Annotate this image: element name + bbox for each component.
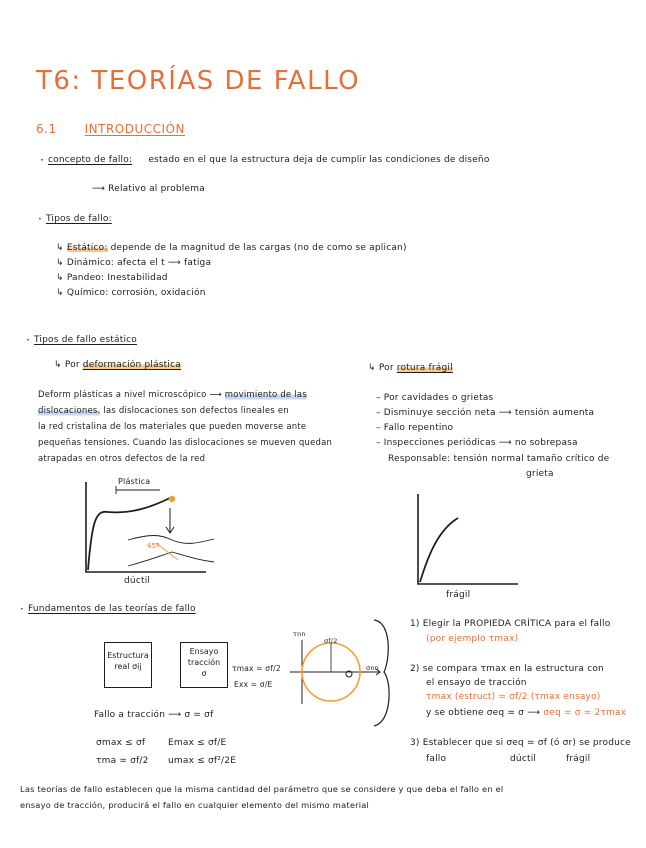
box-ensayo-l2: tracción — [187, 658, 221, 667]
arrow-icon: ⟶ — [498, 438, 512, 448]
arrow-icon: ⟶ — [527, 708, 541, 718]
mohr-tau-label: τnn — [293, 630, 306, 638]
step-number: 1) — [410, 619, 420, 629]
plastica-graph-label: Plástica — [118, 477, 151, 486]
step-3-fragil: frágil — [566, 754, 591, 764]
bar-top-edge — [128, 536, 214, 544]
step-eq-highlight: σeq = σ = 2τmax — [543, 708, 627, 718]
ductile-axes — [86, 482, 206, 572]
step-text: Elegir la PROPIEDA CRÍTICA para el fallo — [422, 619, 611, 629]
step-1-sub: (por ejemplo τmax) — [426, 634, 519, 644]
box-estructura-l1: Estructura — [107, 651, 149, 660]
conclusion-line-1: Las teorías de fallo establecen que la misma cantidad del parámetro que se considere y que deba el fallo en el — [20, 784, 504, 794]
fragil-text: Inspecciones periódicas — [383, 438, 496, 448]
ineq-1a: σmax ≤ σf — [96, 738, 146, 748]
arrow-icon: ⟶ — [167, 258, 181, 268]
branch-icon: ↳ — [56, 243, 64, 253]
fragil-xlabel: frágil — [446, 590, 471, 600]
plastica-hl-text: movimiento de las — [224, 390, 307, 400]
fallo-traccion-line — [94, 710, 213, 720]
exx-eq: Exx = σ/E — [234, 680, 273, 689]
step-text: Establecer que si σeq = σf (ó σr) se produce — [422, 738, 631, 748]
fundamentos-label: · Fundamentos de las teorías de fallo — [28, 604, 196, 614]
step-2-eq2 — [426, 708, 626, 718]
fragil-text: tensión aumenta — [514, 408, 595, 418]
fragil-text: no sobrepasa — [514, 438, 578, 448]
tipo-name: Químico: — [66, 288, 109, 298]
step-3-ductil: dúctil — [510, 754, 537, 764]
tmax-eq: τmax = σf/2 — [232, 664, 281, 673]
brace-icon — [374, 620, 389, 726]
step-text: se compara τmax en la estructura con — [422, 664, 604, 674]
fragil-text: Fallo repentino — [383, 423, 454, 433]
ductil-xlabel: dúctil — [124, 576, 151, 586]
branch-icon: ↳ — [56, 258, 64, 268]
tipos-label: · Tipos de fallo: — [46, 214, 112, 224]
arrow-icon: ⟶ — [498, 408, 512, 418]
step-2-l2: el ensayo de tracción — [426, 678, 527, 688]
plastica-text: las dislocaciones son defectos lineales en — [103, 406, 289, 416]
tipo-name: Estático: — [66, 243, 108, 253]
fragil-item-2: – Disminuye sección neta ⟶ tensión aumenta — [376, 408, 595, 418]
arrow-icon: ⟶ — [168, 710, 182, 720]
section-name: INTRODUCCIÓN — [84, 122, 185, 136]
step-2-eq: τmax (estruct) = σf/2 (τmax ensayo) — [426, 692, 601, 702]
branch-icon: ↳ — [56, 288, 64, 298]
fragil-item-1: – Por cavidades o grietas — [376, 393, 494, 403]
fragile-curve — [420, 518, 458, 582]
conclusion-line-2: ensayo de tracción, producirá el fallo en cualquier elemento del mismo material — [20, 800, 370, 810]
plastica-line-4: pequeñas tensiones. Cuando las dislocaciones se mueven quedan — [38, 438, 333, 448]
relativo-text: Relativo al problema — [108, 184, 205, 194]
fragil-prefix: Por — [378, 363, 394, 373]
box-ensayo-l3: σ — [201, 669, 207, 678]
ineq-2b: umax ≤ σf²/2E — [168, 756, 237, 766]
page-title: T6: TEORÍAS DE FALLO — [36, 66, 361, 96]
plastica-hl-text: dislocaciones. — [38, 406, 101, 416]
tipo-name: Dinámico: — [66, 258, 115, 268]
fragil-item-6: grieta — [526, 469, 554, 479]
box-estructura-l2: real σij — [114, 662, 142, 671]
plastica-line-5: atrapadas en otros defectos de la red — [38, 454, 206, 464]
fragil-item-3: – Fallo repentino — [376, 423, 454, 433]
fragile-graph — [418, 494, 518, 584]
tipo-desc: Inestabilidad — [107, 273, 168, 283]
tipo-desc: depende de la magnitud de las cargas (no de como se aplican) — [110, 243, 407, 253]
estatico-label: · Tipos de fallo estático — [34, 335, 137, 345]
plastica-line-3: la red cristalina de los materiales que pueden moverse ante — [38, 422, 307, 432]
branch-icon: ↳ — [54, 360, 62, 370]
step-1 — [410, 619, 610, 629]
step-3 — [410, 738, 631, 748]
fragile-axes — [418, 494, 518, 584]
plastica-prefix: Por — [64, 360, 80, 370]
branch-icon: ↳ — [368, 363, 376, 373]
mohr-sigma-label: σnn — [366, 664, 379, 672]
fragil-text: tamaño crítico de — [526, 454, 610, 464]
fallo-traccion-eq: σ = σf — [184, 710, 214, 720]
plastica-text: Deform plásticas a nivel microscópico — [38, 390, 207, 400]
fragil-text: Por cavidades o grietas — [383, 393, 494, 403]
box-ensayo — [180, 642, 228, 688]
ineq-2a: τma = σf/2 — [96, 756, 149, 766]
fragil-item-4: – Inspecciones periódicas ⟶ no sobrepasa — [376, 438, 578, 448]
arrow-icon: ⟶ — [92, 184, 106, 194]
step-2 — [410, 664, 604, 674]
step-3-fallo: fallo — [426, 754, 447, 764]
section-number: 6.1 — [36, 122, 57, 136]
plastica-label: deformación plástica — [82, 360, 181, 370]
concepto-label: concepto de fallo: — [48, 155, 133, 165]
ineq-1b: Emax ≤ σf/E — [168, 738, 227, 748]
step-number: 3) — [410, 738, 420, 748]
concepto-text: estado en el que la estructura deja de cumplir las condiciones de diseño — [148, 155, 490, 165]
tipo-desc: afecta el t — [117, 258, 165, 268]
mohr-point-label: σf/2 — [324, 637, 338, 645]
arrow-icon: ⟶ — [209, 390, 222, 400]
ductile-graph — [86, 482, 214, 572]
box-ensayo-l1: Ensayo — [189, 647, 219, 656]
yield-point — [169, 496, 175, 502]
fragil-text: Disminuye sección neta — [383, 408, 496, 418]
tipo-desc: corrosión, oxidación — [111, 288, 206, 298]
fallo-traccion-text: Fallo a tracción — [94, 710, 166, 720]
tipo-name: Pandeo: — [66, 273, 105, 283]
step-number: 2) — [410, 664, 420, 674]
fragil-text: Responsable: tensión normal — [388, 454, 524, 464]
mohr-diagram — [290, 640, 380, 704]
step-text: y se obtiene σeq = σ — [426, 708, 525, 718]
tipo-fatiga: fatiga — [184, 258, 212, 268]
fragil-label: rotura frágil — [396, 363, 453, 373]
angle-label: 45º — [147, 542, 160, 550]
ductile-curve — [88, 497, 172, 570]
branch-icon: ↳ — [56, 273, 64, 283]
box-estructura — [104, 642, 152, 688]
